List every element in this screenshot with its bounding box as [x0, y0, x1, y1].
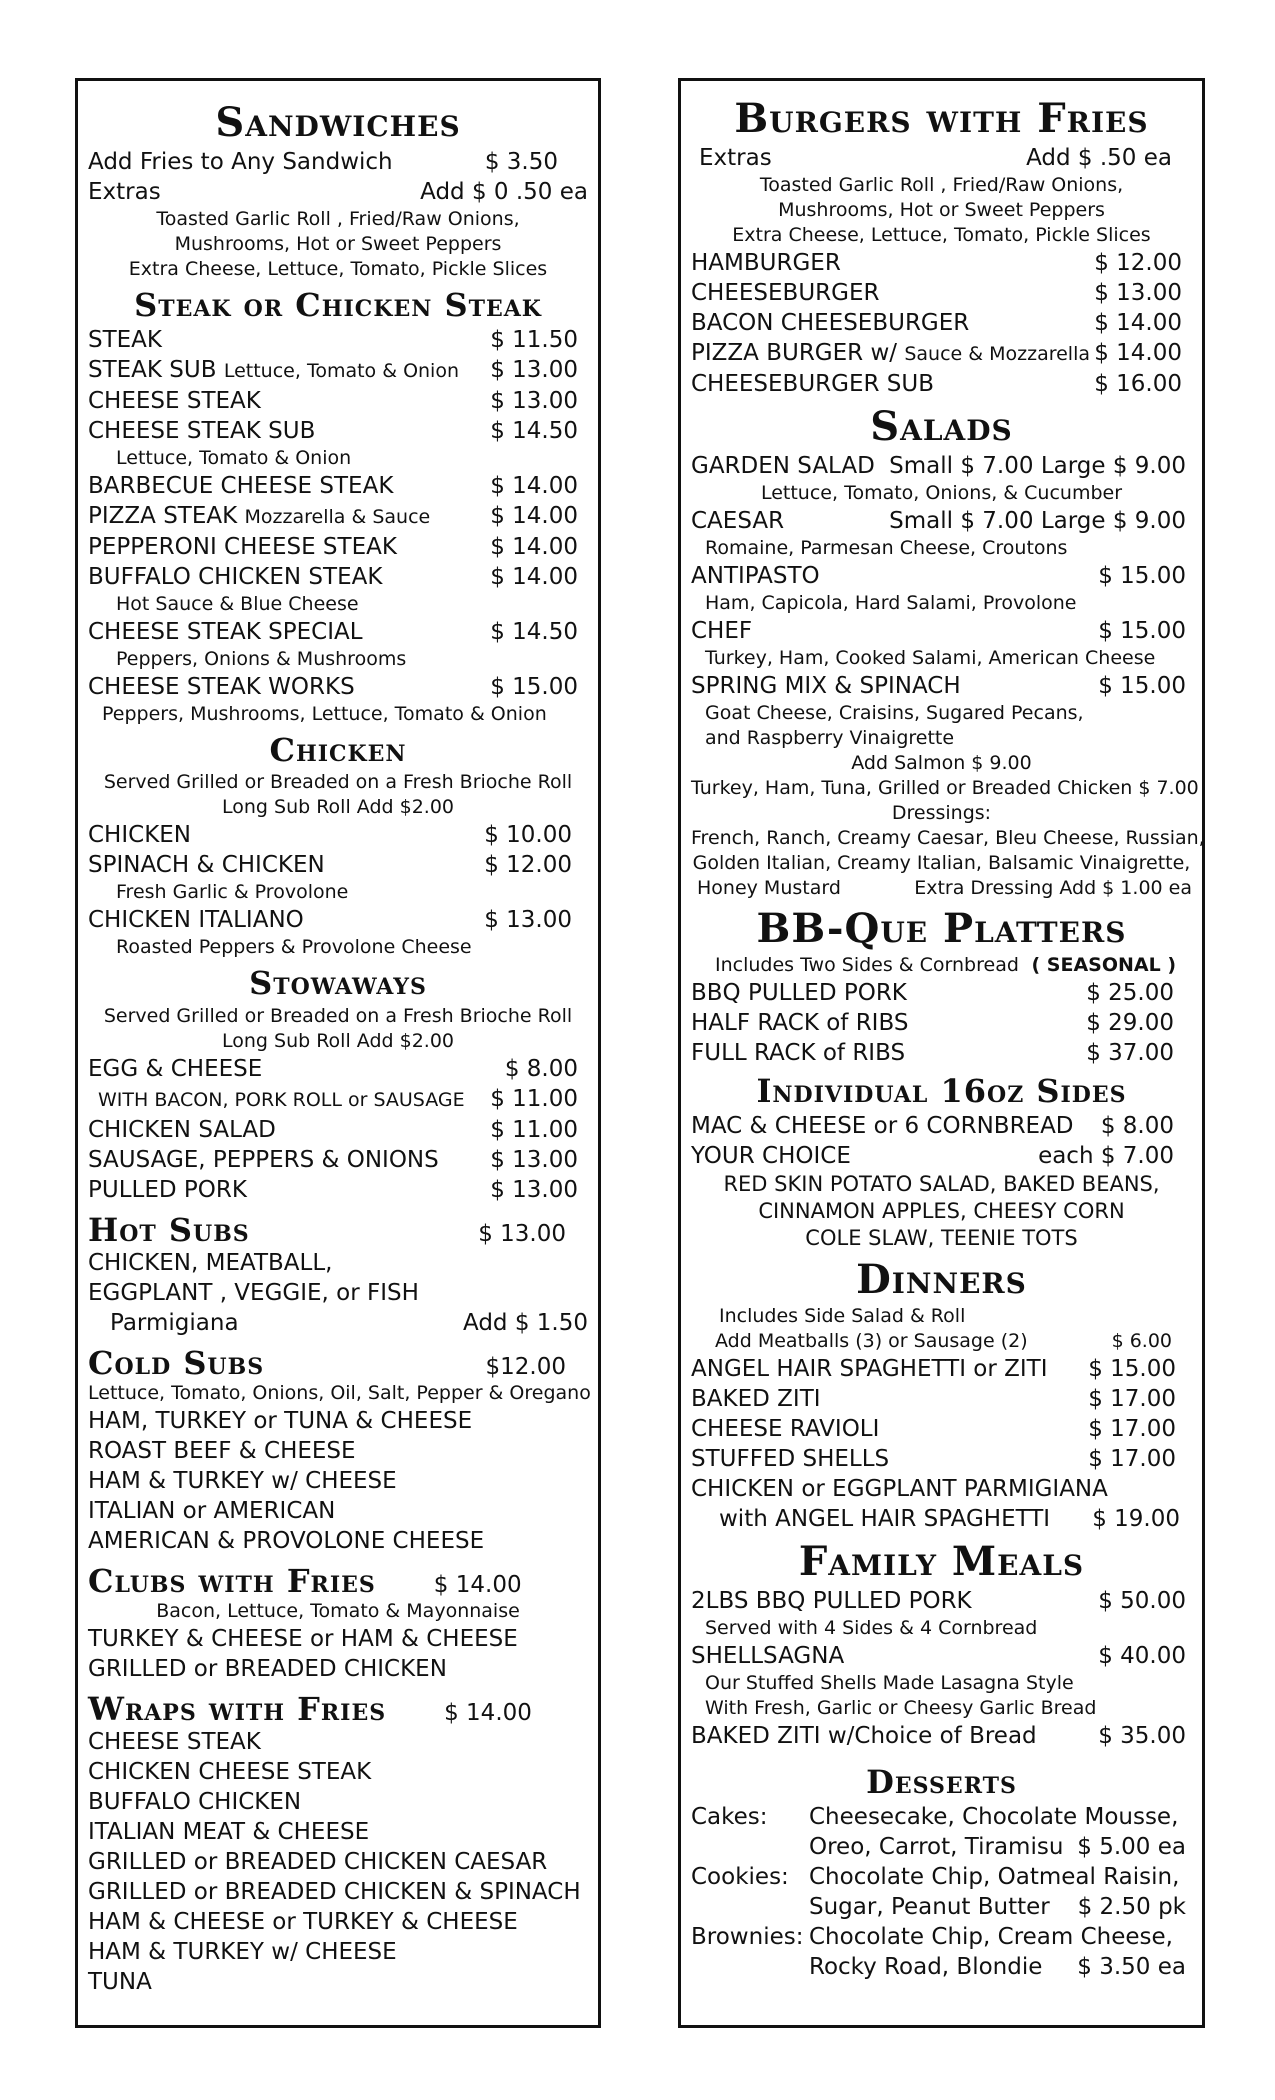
dressings-label: Dressings:	[891, 802, 992, 824]
item-name: CHEESE STEAK SUB	[88, 418, 316, 445]
menu-line: AMERICAN & PROVOLONE CHEESE	[88, 1527, 485, 1554]
item-price: $ 29.00	[1086, 1010, 1174, 1036]
menu-item	[88, 355, 588, 386]
sides-list	[691, 1111, 1192, 1171]
salad-list	[691, 451, 1192, 701]
item-note: Our Stuffed Shells Made Lasagna Style	[705, 1672, 1074, 1695]
menu-item	[88, 850, 588, 880]
item-price: $ 25.00	[1086, 980, 1174, 1006]
item-price: $ 8.00	[504, 1055, 578, 1082]
item-name: CHICKEN	[88, 822, 192, 849]
item-name: PULLED PORK	[88, 1176, 247, 1203]
item-name: CHICKEN SALAD	[88, 1116, 276, 1143]
menu-line: CHEESE STEAK	[88, 1729, 261, 1756]
wraps-lines	[88, 1727, 588, 1997]
menu-item	[88, 532, 588, 562]
fries-row	[88, 147, 588, 177]
menu-line: EGGPLANT , VEGGIE, or FISH	[88, 1279, 419, 1306]
dinners-note: Includes Side Salad & Roll	[719, 1305, 966, 1328]
menu-item	[88, 416, 588, 446]
note-line: Toasted Garlic Roll , Fried/Raw Onions,	[156, 208, 520, 230]
item-note: Hot Sauce & Blue Cheese	[116, 593, 359, 616]
note-line: Long Sub Roll Add $2.00	[221, 796, 454, 819]
dessert-category: Brownies:	[691, 1924, 804, 1951]
menu-line: HAM & CHEESE or TURKEY & CHEESE	[88, 1909, 518, 1936]
menu-line: TURKEY & CHEESE or HAM & CHEESE	[88, 1626, 518, 1653]
hot-subs-lines	[88, 1248, 588, 1308]
item-name: SPINACH & CHICKEN	[88, 852, 325, 879]
parmigiana-dinner: CHICKEN or EGGPLANT PARMIGIANA	[691, 1476, 1108, 1503]
hot-subs-price: $ 13.00	[478, 1220, 566, 1247]
menu-item	[691, 1141, 1192, 1171]
note-line: Extra Cheese, Lettuce, Tomato, Pickle Slices	[732, 224, 1151, 246]
item-price: $ 14.00	[1094, 310, 1182, 336]
item-name: BARBECUE CHEESE STEAK	[88, 473, 394, 500]
item-price: $ 13.00	[490, 388, 578, 415]
item-name: CHEF	[691, 618, 753, 644]
menu-item	[691, 369, 1192, 399]
item-name: HALF RACK of RIBS	[691, 1010, 909, 1036]
item-price: $ 15.00	[1098, 563, 1186, 589]
item-name: CHEESEBURGER	[691, 280, 880, 306]
burger-extras-row	[691, 143, 1192, 173]
note-line: Extra Cheese, Lettuce, Tomato, Pickle Slices	[128, 258, 548, 280]
item-price: $ 17.00	[1088, 1386, 1176, 1413]
item-price: $ 11.00	[490, 1116, 578, 1143]
item-name: CHEESE STEAK	[88, 388, 261, 415]
note-line: Served Grilled or Breaded on a Fresh Brioche Roll	[103, 771, 573, 794]
item-note: Ham, Capicola, Hard Salami, Provolone	[705, 592, 1077, 614]
menu-item	[691, 1111, 1192, 1141]
cold-subs-header	[88, 1343, 588, 1382]
dessert-list	[691, 1802, 1192, 1982]
item-price: $ 40.00	[1098, 1643, 1186, 1670]
item-name: CHICKEN ITALIANO	[88, 907, 304, 934]
menu-line: ROAST BEEF & CHEESE	[88, 1437, 356, 1464]
menu-line: ITALIAN MEAT & CHEESE	[88, 1819, 370, 1846]
item-note: Turkey, Ham, Cooked Salami, American Cheese	[705, 647, 1156, 669]
bbq-list	[691, 978, 1192, 1068]
dessert-category	[691, 1952, 809, 1982]
menu-item	[691, 1641, 1192, 1671]
meatballs-price: $ 6.00	[1111, 1330, 1172, 1353]
menu-item	[88, 617, 588, 647]
item-name: CHEESE RAVIOLI	[691, 1416, 880, 1443]
item-name: STEAK SUB Lettuce, Tomato & Onion	[88, 357, 460, 384]
meatballs-row	[691, 1329, 1192, 1354]
menu-item	[691, 561, 1192, 591]
item-price: $ 14.00	[490, 564, 578, 591]
item-note: Roasted Peppers & Provolone Cheese	[116, 936, 472, 959]
note-line: Long Sub Roll Add $2.00	[221, 1029, 454, 1052]
item-price: $ 15.00	[1088, 1356, 1176, 1383]
menu-item	[691, 1414, 1192, 1444]
dessert-price: $ 3.50 ea	[1077, 1954, 1186, 1981]
item-price: $ 17.00	[1088, 1446, 1176, 1473]
item-name: HAMBURGER	[691, 250, 841, 276]
cold-subs-title: Cold Subs	[88, 1343, 265, 1382]
left-menu-panel	[75, 78, 601, 2028]
sides-choices	[691, 1171, 1192, 1252]
item-price: $ 37.00	[1086, 1040, 1174, 1066]
item-price: Small $ 7.00 Large $ 9.00	[889, 508, 1186, 534]
menu-item	[88, 386, 588, 416]
item-name: ANGEL HAIR SPAGHETTI or ZITI	[691, 1356, 1048, 1383]
menu-item	[691, 978, 1192, 1008]
dessert-items: Chocolate Chip, Oatmeal Raisin,	[809, 1864, 1180, 1891]
item-price: $ 13.00	[490, 357, 578, 384]
item-name: CHEESEBURGER SUB	[691, 371, 935, 397]
item-price: $ 10.00	[484, 822, 572, 849]
item-price: $ 35.00	[1098, 1723, 1186, 1750]
item-price: $ 13.00	[1094, 280, 1182, 306]
burger-notes	[691, 173, 1192, 248]
item-price: $ 14.00	[490, 534, 578, 561]
hot-subs-title: Hot Subs	[88, 1210, 250, 1249]
dinner-list	[691, 1354, 1192, 1474]
burger-extras-price: Add $ .50 ea	[1026, 145, 1172, 171]
item-name: CHEESE STEAK WORKS	[88, 674, 355, 701]
item-name: BBQ PULLED PORK	[691, 980, 907, 1006]
dessert-category: Cookies:	[691, 1864, 789, 1891]
chicken-list	[88, 820, 588, 960]
extras-row	[88, 177, 588, 207]
menu-item	[88, 1084, 588, 1115]
note-line: Goat Cheese, Craisins, Sugared Pecans,	[705, 702, 1084, 724]
item-price: $ 11.50	[490, 327, 578, 354]
note-line: Mushrooms, Hot or Sweet Peppers	[778, 199, 1105, 221]
menu-line: RED SKIN POTATO SALAD, BAKED BEANS,	[723, 1172, 1160, 1197]
extra-dressing: Extra Dressing Add $ 1.00 ea	[914, 877, 1192, 899]
item-price: $ 15.00	[1098, 673, 1186, 699]
menu-item	[691, 1354, 1192, 1384]
menu-item	[691, 1444, 1192, 1474]
item-note: Lettuce, Tomato & Onion	[116, 447, 352, 470]
item-name: FULL RACK of RIBS	[691, 1040, 906, 1066]
menu-item	[88, 1175, 588, 1205]
protein-add: Turkey, Ham, Tuna, Grilled or Breaded Chicken $ 7.00	[691, 777, 1199, 799]
menu-item	[88, 1054, 588, 1084]
item-price: $ 14.00	[490, 503, 578, 530]
stowaways-notes	[88, 1004, 588, 1054]
dessert-category	[691, 1892, 809, 1922]
extras-label: Extras	[88, 179, 161, 205]
item-name: SHELLSAGNA	[691, 1643, 845, 1670]
parm-with-row	[691, 1504, 1192, 1534]
dinners-title: Dinners	[856, 1256, 1027, 1304]
dessert-row	[691, 1922, 1192, 1952]
dessert-items: Oreo, Carrot, Tiramisu	[809, 1834, 1064, 1861]
item-price: $ 15.00	[1098, 618, 1186, 644]
item-name: SPRING MIX & SPINACH	[691, 673, 961, 699]
stowaways-list	[88, 1054, 588, 1205]
bbq-title: BB-Que Platters	[756, 905, 1127, 952]
cold-subs-note: Lettuce, Tomato, Onions, Oil, Salt, Pepper & Oregano	[88, 1381, 591, 1404]
item-detail: Mozzarella & Sauce	[244, 506, 431, 529]
meatballs-label: Add Meatballs (3) or Sausage (2)	[715, 1330, 1028, 1353]
menu-item	[88, 1115, 588, 1145]
dessert-row	[691, 1892, 1192, 1922]
menu-item	[88, 1145, 588, 1175]
note-line: Mushrooms, Hot or Sweet Peppers	[174, 233, 502, 255]
item-note: Peppers, Mushrooms, Lettuce, Tomato & Onion	[102, 703, 547, 726]
desserts-title: Desserts	[866, 1763, 1017, 1802]
item-note: Served with 4 Sides & 4 Cornbread	[705, 1617, 1038, 1640]
item-name: PIZZA BURGER w/ Sauce & Mozzarella	[691, 340, 1090, 366]
menu-item	[691, 278, 1192, 308]
menu-item	[88, 471, 588, 501]
item-note: With Fresh, Garlic or Cheesy Garlic Bread	[705, 1697, 1097, 1720]
family-title: Family Meals	[798, 1538, 1085, 1586]
dessert-items: Rocky Road, Blondie	[809, 1954, 1043, 1981]
item-price: $ 14.50	[490, 418, 578, 445]
menu-item	[691, 308, 1192, 338]
menu-item	[691, 248, 1192, 278]
clubs-price: $ 14.00	[433, 1571, 522, 1598]
note-line: and Raspberry Vinaigrette	[705, 727, 955, 749]
item-note: Romaine, Parmesan Cheese, Croutons	[705, 537, 1068, 559]
hot-subs-header	[88, 1210, 588, 1249]
item-price: $ 16.00	[1094, 371, 1182, 397]
dessert-row	[691, 1952, 1192, 1982]
item-price: $ 17.00	[1088, 1416, 1176, 1443]
dessert-row	[691, 1862, 1192, 1892]
item-price: $ 8.00	[1100, 1113, 1174, 1140]
menu-line: CINNAMON APPLES, CHEESY CORN	[758, 1199, 1125, 1224]
menu-line: CHICKEN CHEESE STEAK	[88, 1759, 372, 1786]
wraps-header	[88, 1692, 588, 1727]
menu-line: GRILLED or BREADED CHICKEN CAESAR	[88, 1849, 548, 1876]
honey-row	[691, 876, 1192, 901]
item-name: YOUR CHOICE	[691, 1143, 851, 1170]
menu-line: TUNA	[88, 1969, 152, 1996]
menu-line: HAM & TURKEY w/ CHEESE	[88, 1939, 397, 1966]
menu-line: HAM & TURKEY w/ CHEESE	[88, 1467, 397, 1494]
bbq-note-row	[691, 953, 1192, 978]
dessert-row	[691, 1802, 1192, 1832]
item-detail: Lettuce, Tomato & Onion	[223, 360, 460, 383]
item-price: each $ 7.00	[1038, 1143, 1174, 1170]
item-name: CAESAR	[691, 508, 785, 534]
dessert-price: $ 2.50 pk	[1077, 1894, 1186, 1921]
note-line: Golden Italian, Creamy Italian, Balsamic Vinaigrette,	[692, 852, 1191, 874]
item-name: PIZZA STEAK Mozzarella & Sauce	[88, 503, 431, 530]
parm-dinner-price: $ 19.00	[1092, 1506, 1180, 1533]
burger-extras-label: Extras	[699, 145, 772, 171]
wraps-price: $ 14.00	[444, 1700, 532, 1727]
item-price: $ 15.00	[490, 674, 578, 701]
parm-with: with ANGEL HAIR SPAGHETTI	[719, 1506, 1051, 1533]
item-note: Peppers, Onions & Mushrooms	[116, 648, 407, 671]
dessert-row	[691, 1832, 1192, 1862]
note-line: French, Ranch, Creamy Caesar, Bleu Cheese, Russian,	[691, 827, 1205, 849]
right-menu-panel	[678, 78, 1205, 2028]
menu-line: ITALIAN or AMERICAN	[88, 1497, 336, 1524]
menu-line: CHICKEN, MEATBALL,	[88, 1249, 333, 1276]
item-name: MAC & CHEESE or 6 CORNBREAD	[691, 1113, 1074, 1140]
item-price: $ 13.00	[484, 907, 572, 934]
menu-line: GRILLED or BREADED CHICKEN & SPINACH	[88, 1879, 581, 1906]
item-price: $ 13.00	[490, 1146, 578, 1173]
wraps-title: Wraps with Fries	[88, 1690, 387, 1729]
sides-title: Individual 16oz Sides	[756, 1072, 1127, 1110]
note-line: Served Grilled or Breaded on a Fresh Brioche Roll	[103, 1004, 573, 1027]
menu-line: HAM, TURKEY or TUNA & CHEESE	[88, 1407, 473, 1434]
family-list	[691, 1586, 1192, 1751]
note-line: Toasted Garlic Roll , Fried/Raw Onions,	[759, 174, 1124, 196]
item-price: $ 13.00	[490, 1176, 578, 1203]
item-name: BAKED ZITI w/Choice of Bread	[691, 1723, 1037, 1750]
parmigiana-price: Add $ 1.50	[463, 1309, 588, 1336]
dressing-lines	[691, 826, 1205, 876]
item-name: ANTIPASTO	[691, 563, 820, 589]
item-price: $ 14.00	[490, 473, 578, 500]
clubs-title: Clubs with Fries	[88, 1561, 376, 1600]
extras-price: Add $ 0 .50 ea	[420, 179, 588, 205]
menu-item	[691, 506, 1192, 536]
clubs-lines	[88, 1624, 588, 1684]
menu-item	[691, 338, 1192, 369]
clubs-header	[88, 1561, 588, 1600]
honey-label: Honey Mustard	[697, 877, 841, 899]
item-name: WITH BACON, PORK ROLL or SAUSAGE	[98, 1088, 465, 1111]
dessert-category	[691, 1832, 809, 1862]
menu-item	[691, 616, 1192, 646]
item-name: EGG & CHEESE	[88, 1055, 263, 1082]
menu-line: COLE SLAW, TEENIE TOTS	[805, 1226, 1078, 1251]
dessert-items: Chocolate Chip, Cream Cheese,	[809, 1924, 1173, 1951]
menu-item	[88, 562, 588, 592]
burger-list	[691, 248, 1192, 399]
item-name: BUFFALO CHICKEN STEAK	[88, 564, 383, 591]
bbq-note: Includes Two Sides & Cornbread	[715, 954, 1019, 976]
dessert-items: Cheesecake, Chocolate Mousse,	[809, 1804, 1179, 1831]
item-name: 2LBS BBQ PULLED PORK	[691, 1588, 972, 1615]
dessert-items: Sugar, Peanut Butter	[809, 1894, 1050, 1921]
salads-title: Salads	[870, 403, 1013, 450]
chicken-notes	[88, 770, 588, 820]
menu-item	[691, 1384, 1192, 1414]
sandwich-notes	[88, 207, 588, 282]
menu-item	[88, 325, 588, 355]
bbq-seasonal: ( SEASONAL )	[1031, 954, 1176, 976]
menu-line: BUFFALO CHICKEN	[88, 1789, 302, 1816]
menu-line: GRILLED or BREADED CHICKEN	[88, 1656, 447, 1683]
item-price: $ 11.00	[490, 1085, 578, 1112]
steak-list	[88, 325, 588, 727]
chicken-title: Chicken	[269, 731, 407, 770]
menu-item	[691, 451, 1192, 481]
item-name: SAUSAGE, PEPPERS & ONIONS	[88, 1146, 439, 1173]
item-price: $ 12.00	[1094, 250, 1182, 276]
item-name: PEPPERONI CHEESE STEAK	[88, 534, 397, 561]
parmigiana-label: Parmigiana	[110, 1309, 239, 1336]
item-name: BACON CHEESEBURGER	[691, 310, 970, 336]
menu-item	[88, 501, 588, 532]
item-name: CHEESE STEAK SPECIAL	[88, 619, 363, 646]
item-price: $ 14.50	[490, 619, 578, 646]
salmon-add: Add Salmon $ 9.00	[851, 752, 1032, 774]
dessert-price: $ 5.00 ea	[1077, 1834, 1186, 1861]
item-name: STEAK	[88, 327, 162, 354]
parmigiana-row	[88, 1308, 588, 1338]
menu-item	[691, 1721, 1192, 1751]
menu-item	[88, 820, 588, 850]
clubs-note: Bacon, Lettuce, Tomato & Mayonnaise	[156, 1600, 520, 1623]
spring-mix-notes	[691, 701, 1192, 751]
item-name: BAKED ZITI	[691, 1386, 821, 1413]
item-detail: Sauce & Mozzarella	[904, 343, 1090, 365]
item-note: Fresh Garlic & Provolone	[116, 881, 349, 904]
item-price: $ 12.00	[484, 852, 572, 879]
item-price: $ 50.00	[1098, 1588, 1186, 1615]
stowaways-title: Stowaways	[249, 964, 427, 1003]
menu-item	[691, 671, 1192, 701]
menu-item	[691, 1008, 1192, 1038]
cold-subs-lines	[88, 1406, 588, 1556]
fries-label: Add Fries to Any Sandwich	[88, 149, 393, 175]
burgers-title: Burgers with Fries	[734, 95, 1149, 142]
menu-item	[88, 672, 588, 702]
cold-subs-price: $12.00	[485, 1353, 566, 1380]
steak-title: Steak or Chicken Steak	[134, 286, 542, 324]
menu-item	[691, 1586, 1192, 1616]
menu-item	[88, 905, 588, 935]
fries-price: $ 3.50	[484, 149, 558, 175]
menu-item	[691, 1038, 1192, 1068]
item-name: STUFFED SHELLS	[691, 1446, 890, 1473]
item-name: GARDEN SALAD	[691, 453, 875, 479]
item-price: Small $ 7.00 Large $ 9.00	[889, 453, 1186, 479]
item-price: $ 14.00	[1094, 340, 1182, 366]
item-note: Lettuce, Tomato, Onions, & Cucumber	[760, 482, 1123, 504]
dessert-category: Cakes:	[691, 1804, 768, 1831]
sandwiches-title: Sandwiches	[215, 99, 461, 146]
